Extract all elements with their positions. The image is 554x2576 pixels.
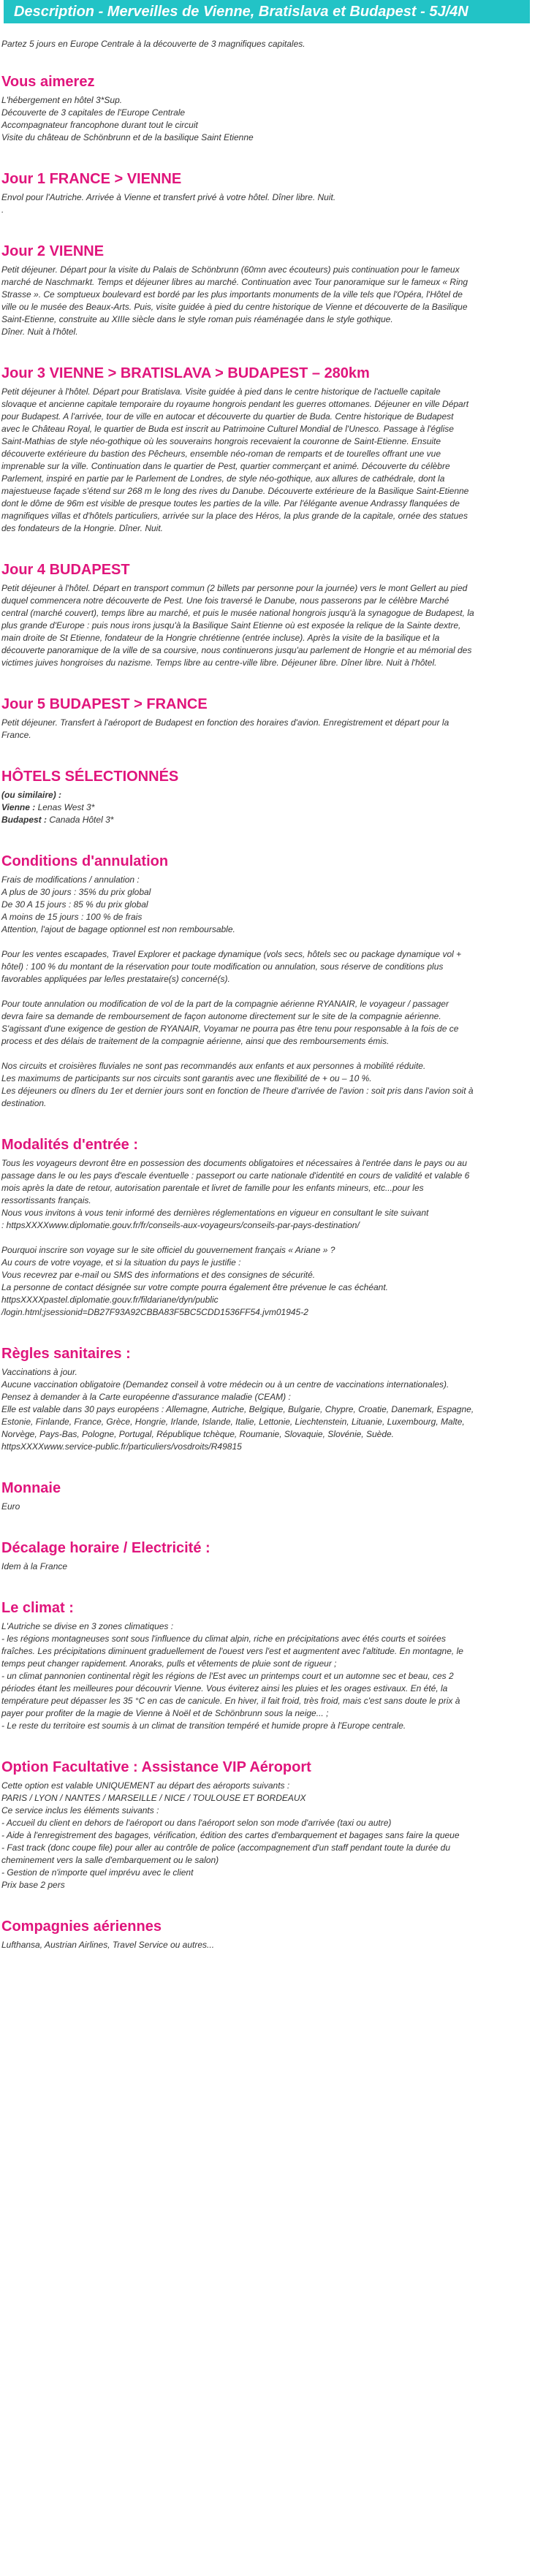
text-line: L'Autriche se divise en 3 zones climatiques : <box>1 1621 174 1631</box>
text-line: Dîner. Nuit à l'hôtel. <box>1 327 78 337</box>
text-line: - Le reste du territoire est soumis à un climat de transition tempéré et humide propre à l'Europe centrale. <box>1 1720 406 1731</box>
page-title-banner: Description - Merveilles de Vienne, Bratislava et Budapest - 5J/4N <box>4 0 530 23</box>
text-line: mois après la date de retour, autorisation parentale et livret de famille pour les enfants mineurs, etc...pour les <box>1 1183 424 1193</box>
description-content <box>0 38 554 1951</box>
hotel-budapest-label: Budapest : <box>1 815 48 825</box>
text-line: main droite de St Etienne, fondateur de la Hongrie chrétienne (entrée incluse). Après la visite de la basilique et la <box>1 633 440 643</box>
text-line: destination. <box>1 1098 47 1108</box>
text-line: ville ou le musée des Beaux-Arts. Puis, visite guidée à pied du centre historique de Vienne et découverte de la Basilique <box>1 302 468 312</box>
text-line: Visite du château de Schönbrunn et de la basilique Saint Etienne <box>1 132 254 142</box>
section-title: Conditions d'annulation <box>1 853 169 869</box>
text-line: Ce service inclus les éléments suivants : <box>1 1805 159 1815</box>
section-vous-aimerez <box>1 72 544 144</box>
section-monnaie <box>1 1479 544 1513</box>
paragraph-block <box>1 1244 544 1319</box>
text-line: httpsXXXXpastel.diplomatie.gouv.fr/fildariane/dyn/public <box>1 1295 219 1305</box>
section-jour-4-budapest <box>1 560 544 669</box>
text-line: Accompagnateur francophone durant tout le circuit <box>1 120 198 130</box>
text-line: Petit déjeuner. Transfert à l'aéroport de Budapest en fonction des horaires d'avion. Enregistrement et départ pour la <box>1 717 449 728</box>
section-le-climat <box>1 1598 544 1732</box>
hotel-vienne-value: Lenas West 3* <box>35 802 95 812</box>
text-line: Elle est valable dans 30 pays européens : Allemagne, Autriche, Belgique, Bulgarie, Chypre, Croatie, Danemark, Espagne, <box>1 1404 474 1414</box>
text-line: Prix base 2 pers <box>1 1880 65 1890</box>
paragraph-block <box>1 1561 544 1573</box>
text-line: Tous les voyageurs devront être en possession des documents obligatoires et nécessaires à l'entrée dans le pays ou au <box>1 1158 467 1168</box>
section-option-facultative-assistance-vip-aeroport <box>1 1758 544 1891</box>
section-title: Compagnies aériennes <box>1 1918 162 1935</box>
paragraph-block <box>1 874 544 936</box>
text-line: PARIS / LYON / NANTES / MARSEILLE / NICE / TOULOUSE ET BORDEAUX <box>1 1793 306 1803</box>
hotel-budapest-value: Canada Hôtel 3* <box>47 815 114 825</box>
paragraph-block <box>1 191 544 216</box>
section-jour-5-budapest-france <box>1 695 544 742</box>
paragraph-block <box>1 1157 544 1232</box>
text-line: Vous recevrez par e-mail ou SMS des informations et des consignes de sécurité. <box>1 1270 316 1280</box>
text-line: découverte panoramique de la ville de sa coursive, nous continuerons jusqu'au parlement de Hongrie et au mémorial des <box>1 645 472 655</box>
text-line: - Aide à l'enregistrement des bagages, vérification, édition des cartes d'embarquement et bagages sans faire la queue <box>1 1830 460 1840</box>
section-jour-3-vienne-bratislava-budapest-280km <box>1 364 544 535</box>
paragraph-block <box>1 94 544 144</box>
text-line: Attention, l'ajout de bagage optionnel est non remboursable. <box>1 924 235 934</box>
text-line: duquel commencera notre découverte de Pest. Une fois traversé le Danube, nous passerons par le célèbre Marché <box>1 595 449 606</box>
hotel-vienne <box>1 801 544 814</box>
text-line: plus grande d'Europe : puis nous irons jusqu'à la Basilique Saint Etienne où est exposée la relique de la Sainte dextre, <box>1 620 461 630</box>
text-line: Idem à la France <box>1 1561 68 1571</box>
section-title: Jour 4 BUDAPEST <box>1 562 130 578</box>
text-line: Pour toute annulation ou modification de vol de la part de la compagnie aérienne RYANAIR, le voyageur / passager <box>1 999 449 1009</box>
paragraph-block <box>1 1501 544 1513</box>
information-sections <box>1 852 544 1951</box>
text-line: central (marché couvert), temps libre au marché, et puis le musée national hongrois jusqu'à la synagogue de Budapest, la <box>1 608 474 618</box>
text-line: Aucune vaccination obligatoire (Demandez conseil à votre médecin ou à un centre de vaccinations internationales). <box>1 1379 449 1390</box>
text-line: ressortissants français. <box>1 1195 91 1205</box>
text-line: Nos circuits et croisières fluviales ne sont pas recommandés aux enfants et aux personnes à mobilité réduite. <box>1 1061 426 1071</box>
section-title: Monnaie <box>1 1480 61 1496</box>
text-line: température peut dépasser les 35 °C en cas de canicule. En hiver, il fait froid, très froid, mais c'est sans doute le prix à <box>1 1696 460 1706</box>
paragraph-block <box>1 1060 544 1110</box>
section-jour-2-vienne <box>1 242 544 338</box>
text-line: /login.html;jsessionid=DB27F93A92CBBA83F5BC5CDD1536FF54.jvm01945-2 <box>1 1307 308 1317</box>
text-line: Parlement, inspiré en partie par le Parlement de Londres, de style néo-gothique, aux allures de cathédrale, dont la <box>1 473 445 484</box>
text-line: Saint-Mathias de style néo-gothique où les souverains hongrois recevaient la couronne de Saint-Etienne. Ensuite <box>1 436 441 446</box>
text-line: process et des délais de traitement de la compagnie aérienne, ainsi que des remboursements émis. <box>1 1036 390 1046</box>
section-title: Option Facultative : Assistance VIP Aéroport <box>1 1759 311 1775</box>
text-line: devra faire sa demande de remboursement de façon autonome directement sur le site de la compagnie aérienne. <box>1 1011 441 1021</box>
text-line: des fondateurs de la Hongrie. Dîner. Nuit. <box>1 523 164 533</box>
text-line: - un climat pannonien continental règit les régions de l'Est avec un printemps court et un automne sec et beau, ces 2 <box>1 1671 454 1681</box>
section-title: Jour 5 BUDAPEST > FRANCE <box>1 696 208 712</box>
text-line: favorables appliquées par le/les prestataire(s) concerné(s). <box>1 974 230 984</box>
text-line: payer pour profiter de la magie de Vienne à Noël et de Schönbrunn sous la neige... ; <box>1 1708 329 1718</box>
text-line: découverte extérieure du bastion des Pêcheurs, ensemble néo-roman de remparts et de tourelles offrant une vue <box>1 449 441 459</box>
text-line: majestueuse façade s'étend sur 268 m le long des rives du Danube. Découverte extérieure de la Basilique Saint-Etienne <box>1 486 469 496</box>
text-line: La personne de contact désignée sur votre compte pourra également être prévenue le cas échéant. <box>1 1282 389 1292</box>
text-line: - Gestion de n'importe quel imprévu avec le client <box>1 1867 194 1878</box>
text-line: L'hébergement en hôtel 3*Sup. <box>1 95 123 105</box>
text-line: A plus de 30 jours : 35% du prix global <box>1 887 151 897</box>
text-line: Strasse ». Ce somptueux boulevard est bordé par les plus importants monuments de la ville tels que l'Opéra, l'Hôtel de <box>1 289 463 300</box>
text-line: De 30 A 15 jours : 85 % du prix global <box>1 899 148 910</box>
section-decalage-horaire-electricite <box>1 1539 544 1573</box>
text-line: Pour les ventes escapades, Travel Explorer et package dynamique (vols secs, hôtels sec ou package dynamique vol + <box>1 949 462 959</box>
text-line: Pensez à demander à la Carte européenne d'assurance maladie (CEAM) : <box>1 1392 291 1402</box>
section-title: Jour 2 VIENNE <box>1 243 105 259</box>
text-line: victimes juives hongroises du nazisme. Temps libre au centre-ville libre. Déjeuner libre. Dîner libre. Nuit à l'hôtel. <box>1 658 437 668</box>
text-line: slovaque et ancienne capitale temporaire du royaume hongrois pendant les guerres ottomanes. Déjeuner en ville Départ <box>1 399 469 409</box>
hotels-similar: (ou similaire) : <box>1 790 62 800</box>
text-line: Cette option est valable UNIQUEMENT au départ des aéroports suivants : <box>1 1780 290 1791</box>
text-line: marché de Naschmarkt. Temps et déjeuner libres au marché. Continuation avec Tour panoramique sur le fameux « Ring <box>1 277 468 287</box>
section-compagnies-aeriennes <box>1 1917 544 1951</box>
text-line: Norvège, Pays-Bas, Pologne, Portugal, République tchèque, Roumanie, Slovaquie, Slovénie, Suède. <box>1 1429 395 1439</box>
text-line: avec le Château Royal, le quartier de Buda est inscrit au Patrimoine Culturel Mondial de l'Unesco. Passage à l'église <box>1 424 454 434</box>
text-line: Lufthansa, Austrian Airlines, Travel Service ou autres... <box>1 1940 215 1950</box>
intro-text: Partez 5 jours en Europe Centrale à la découverte de 3 magnifiques capitales. <box>1 39 306 49</box>
paragraph-block <box>1 998 544 1048</box>
text-line: Envol pour l'Autriche. Arrivée à Vienne et transfert privé à votre hôtel. Dîner libre. Nuit. <box>1 192 336 202</box>
text-line: Au cours de votre voyage, et si la situation du pays le justifie : <box>1 1257 241 1268</box>
text-line: : httpsXXXXwww.diplomatie.gouv.fr/fr/conseils-aux-voyageurs/conseils-par-pays-destination/ <box>1 1220 360 1230</box>
section-title: Le climat : <box>1 1600 74 1616</box>
section-title: Vous aimerez <box>1 74 95 90</box>
section-title: Règles sanitaires : <box>1 1346 131 1362</box>
paragraph-block <box>1 717 544 742</box>
text-line: - Accueil du client en dehors de l'aéroport ou dans l'aéroport selon son mode d'arrivée (taxi ou autre) <box>1 1818 392 1828</box>
text-line: Saint-Etienne, construite au XIIIe siècle dans le style roman puis réaménagée dans le style gothique. <box>1 314 393 324</box>
text-line: Estonie, Finlande, France, Grèce, Hongrie, Irlande, Islande, Italie, Lettonie, Liechtenstein, Lituanie, Luxembourg, Malte, <box>1 1417 465 1427</box>
text-line: httpsXXXXwww.service-public.fr/particuliers/vosdroits/R49815 <box>1 1441 242 1452</box>
hotels-section <box>1 767 544 826</box>
paragraph-block <box>1 1366 544 1453</box>
hotel-budapest <box>1 814 544 826</box>
paragraph-block <box>1 386 544 535</box>
hotels-title: HÔTELS SÉLECTIONNÉS <box>1 769 179 785</box>
paragraph-block <box>1 1620 544 1732</box>
section-jour-1-france-vienne <box>1 169 544 216</box>
text-line: Petit déjeuner à l'hôtel. Départ pour Bratislava. Visite guidée à pied dans le centre historique de l'actuelle capitale <box>1 386 441 397</box>
text-line: Les déjeuners ou dîners du 1er et dernier jours sont en fonction de l'heure d'arrivée de l'avion : soit pris dans l'avion soit à <box>1 1086 474 1096</box>
text-line: périodes étant les meilleures pour découvrir Vienne. Vous éviterez ainsi les pluies et les orages estivaux. En été, la <box>1 1683 448 1693</box>
text-line: magnifiques villas et d'hôtels particuliers, arrivée sur la place des Héros, la plus grande de la capitale, ornée des statues <box>1 511 468 521</box>
hotel-vienne-label: Vienne : <box>1 802 36 812</box>
paragraph-block <box>1 264 544 338</box>
text-line: Petit déjeuner à l'hôtel. Départ en transport commun (2 billets par personne pour la journée) vers le mont Gellert au pied <box>1 583 468 593</box>
paragraph-block <box>1 582 544 669</box>
section-modalites-d-entree <box>1 1135 544 1319</box>
text-line: Frais de modifications / annulation : <box>1 874 140 885</box>
text-line: Nous vous invitons à vous tenir informé des dernières réglementations en vigueur en consultant le site suivant <box>1 1208 429 1218</box>
text-line: dont le dôme de 96m est visible de presque toutes les parties de la ville. Par l'élégante avenue Andrassy flanquées de <box>1 498 460 508</box>
section-title: Décalage horaire / Electricité : <box>1 1540 210 1556</box>
text-line: Les maximums de participants sur nos circuits sont garantis avec une flexibilité de + ou – 10 %. <box>1 1073 372 1083</box>
text-line: . <box>1 205 4 215</box>
text-line: temps peut changer rapidement. Anoraks, pulls et vêtements de pluie sont de rigueur ; <box>1 1658 337 1669</box>
text-line: - Fast track (donc coupe file) pour aller au contrôle de police (accompagnement d'un staff pendant toute la durée du <box>1 1843 450 1853</box>
text-line: hôtel) : 100 % du montant de la réservation pour toute modification ou annulation, sous réserve de conditions plus <box>1 961 444 972</box>
text-line: A moins de 15 jours : 100 % de frais <box>1 912 143 922</box>
section-title: Jour 1 FRANCE > VIENNE <box>1 171 182 187</box>
text-line: - les régions montagneuses sont sous l'influence du climat alpin, riche en précipitations avec étés courts et soirées <box>1 1634 446 1644</box>
text-line: imprenable sur la ville. Continuation dans le quartier de Pest, quartier commerçant et animé. Découverte du célèbre <box>1 461 450 471</box>
section-title: Modalités d'entrée : <box>1 1137 139 1153</box>
section-conditions-d-annulation <box>1 852 544 1110</box>
itinerary-sections <box>1 72 544 742</box>
paragraph-block <box>1 948 544 986</box>
text-line: fraîches. Les précipitations diminuent graduellement de l'ouest vers l'est et augmentent avec l'altitude. En montagne, le <box>1 1646 463 1656</box>
text-line: France. <box>1 730 31 740</box>
section-title: Jour 3 VIENNE > BRATISLAVA > BUDAPEST – 280km <box>1 365 370 381</box>
text-line: Pourquoi inscrire son voyage sur le site officiel du gouvernement français « Ariane » ? <box>1 1245 335 1255</box>
text-line: Vaccinations à jour. <box>1 1367 77 1377</box>
paragraph-block <box>1 1939 544 1951</box>
text-line: S'agissant d'une exigence de gestion de RYANAIR, Voyamar ne pourra pas être tenu pour responsable à la fois de ce <box>1 1024 459 1034</box>
text-line: pour Budapest. A l'arrivée, tour de ville en autocar et découverte du quartier de Buda. Centre historique de Budapest <box>1 411 454 422</box>
text-line: Petit déjeuner. Départ pour la visite du Palais de Schönbrunn (60mn avec écouteurs) puis continuation pour le fameux <box>1 264 460 275</box>
text-line: Euro <box>1 1501 20 1512</box>
text-line: Découverte de 3 capitales de l'Europe Centrale <box>1 107 186 118</box>
paragraph-block <box>1 1780 544 1891</box>
text-line: cheminement vers la salle d'embarquement ou le salon) <box>1 1855 219 1865</box>
text-line: passage dans le ou les pays d'escale éventuelle : passeport ou carte nationale d'identité en cours de validité et valable 6 <box>1 1170 470 1181</box>
section-regles-sanitaires <box>1 1344 544 1453</box>
